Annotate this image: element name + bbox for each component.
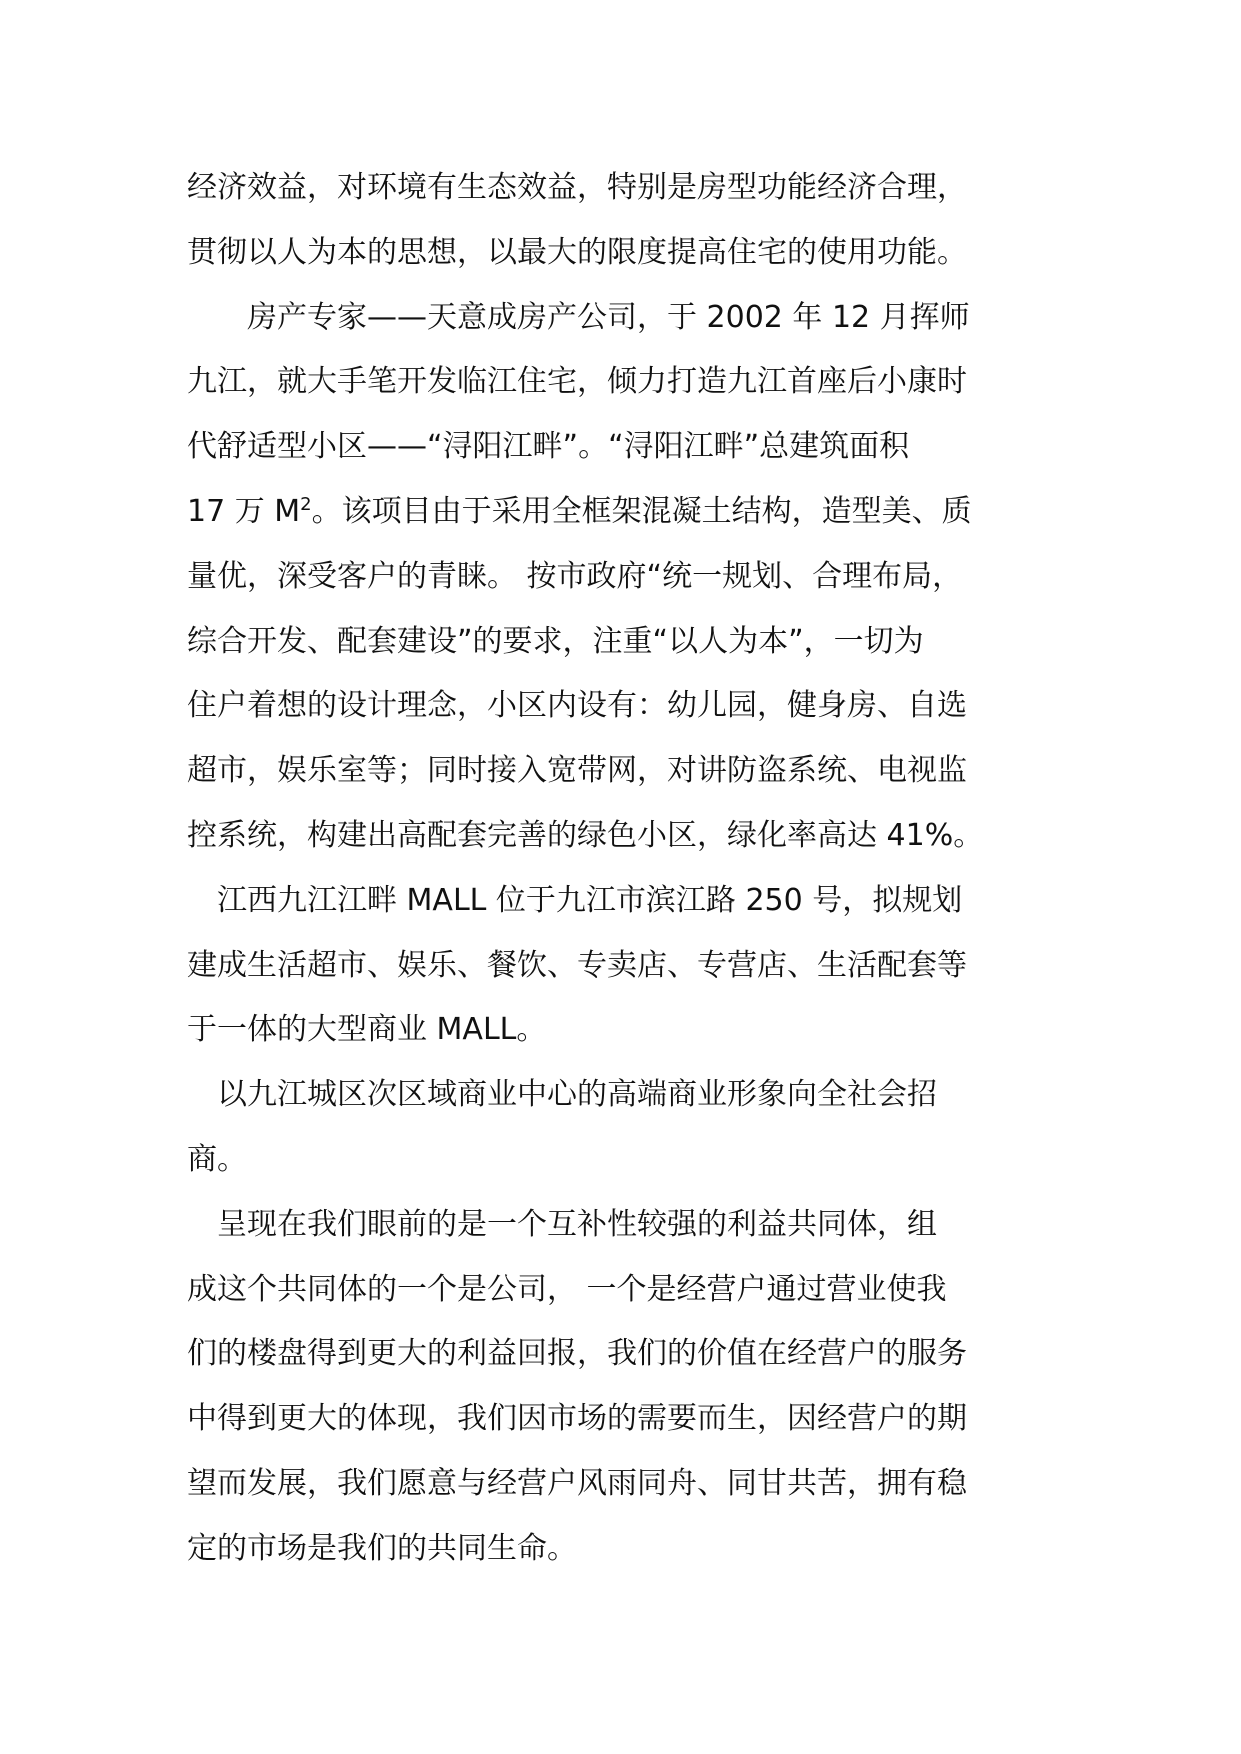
text-line-21: 望而发展，我们愿意与经营户风雨同舟、同甘共苦，拥有稳 [187,1465,967,1501]
area-value: 17 万 M [187,493,301,529]
text-line-6-rest: 。该项目由于采用全框架混凝土结构，造型美、质 [311,493,972,529]
text-line-4: 九江，就大手笔开发临江住宅，倾力打造九江首座后小康时 [187,364,967,400]
text-line-16: 商。 [187,1141,247,1177]
text-line-17: 呈现在我们眼前的是一个互补性较强的利益共同体，组 [187,1206,937,1242]
text-line-3: 房产专家——天意成房产公司，于 2002 年 12 月挥师 [187,299,970,335]
text-line-15: 以九江城区次区域商业中心的高端商业形象向全社会招 [187,1077,937,1113]
text-line-2: 贯彻以人为本的思想，以最大的限度提高住宅的使用功能。 [187,234,967,270]
text-line-9: 住户着想的设计理念，小区内设有：幼儿园，健身房、自选 [187,688,967,724]
area-unit-superscript: 2 [300,493,312,515]
text-line-22: 定的市场是我们的共同生命。 [187,1530,577,1566]
text-line-20: 中得到更大的体现，我们因市场的需要而生，因经营户的期 [187,1401,967,1437]
text-line-1: 经济效益，对环境有生态效益，特别是房型功能经济合理， [187,170,967,205]
text-line-14: 于一体的大型商业 MALL。 [187,1012,547,1048]
text-line-13: 建成生活超市、娱乐、餐饮、专卖店、专营店、生活配套等 [187,947,967,983]
text-line-7: 量优，深受客户的青睐。 按市政府“统一规划、合理布局， [187,558,963,594]
text-line-12: 江西九江江畔 MALL 位于九江市滨江路 250 号，拟规划 [187,882,963,918]
text-line-8: 综合开发、配套建设”的要求，注重“以人为本”，一切为 [187,623,924,659]
text-line-11: 控系统，构建出高配套完善的绿色小区，绿化率高达 41%。 [187,817,984,853]
text-line-10: 超市，娱乐室等；同时接入宽带网，对讲防盗系统、电视监 [187,753,967,789]
text-line-5: 代舒适型小区——“浔阳江畔”。“浔阳江畔”总建筑面积 [187,429,910,465]
text-line-18: 成这个共同体的一个是公司， 一个是经营户通过营业使我 [187,1271,947,1307]
text-line-6 [187,480,1067,545]
text-line-19: 们的楼盘得到更大的利益回报，我们的价值在经营户的服务 [187,1336,967,1372]
body-text [187,156,1067,1582]
